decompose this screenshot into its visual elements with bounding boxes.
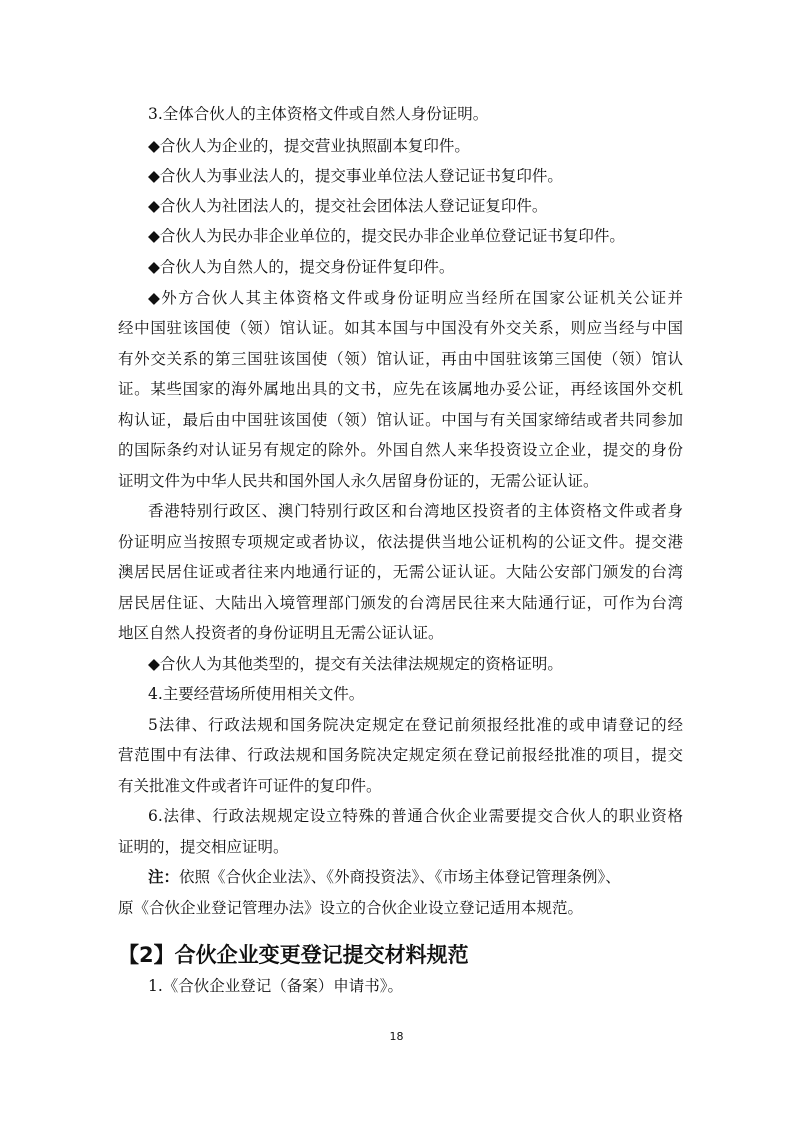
- hk-macau-tw-para-line-2: 份证明应当按照专项规定或者协议，依法提供当地公证机构的公证文件。提交港: [118, 533, 683, 551]
- foreign-partner-para-line-3: 有外交关系的第三国驻该国使（领）馆认证，再由中国驻该第三国使（领）馆认: [118, 350, 683, 368]
- bullet-other-type: ◆合伙人为其他类型的，提交有关法律法规规定的资格证明。: [148, 655, 563, 673]
- item-6-line-1: 6.法律、行政法规规定设立特殊的普通合伙企业需要提交合伙人的职业资格: [148, 807, 683, 825]
- bullet-institution: ◆合伙人为事业法人的，提交事业单位法人登记证书复印件。: [148, 167, 563, 185]
- foreign-partner-para-line-2: 经中国驻该国使（领）馆认证。如其本国与中国没有外交关系，则应当经与中国: [118, 319, 683, 337]
- item-6-line-2: 证明的，提交相应证明。: [118, 838, 289, 856]
- foreign-partner-para-line-7: 证明文件为中华人民共和国外国人永久居留身份证的，无需公证认证。: [118, 472, 599, 490]
- section-2-item-1: 1.《合伙企业登记（备案）申请书》。: [148, 977, 404, 995]
- note-text: 依照《合伙企业法》、《外商投资法》、《市场主体登记管理条例》、: [179, 868, 621, 886]
- hk-macau-tw-para-line-1: 香港特别行政区、澳门特别行政区和台湾地区投资者的主体资格文件或者身: [148, 502, 683, 520]
- item-5-line-1: 5法律、行政法规和国务院决定规定在登记前须报经批准的或申请登记的经: [148, 716, 683, 734]
- item-3: 3.全体合伙人的主体资格文件或自然人身份证明。: [148, 105, 489, 123]
- hk-macau-tw-para-line-5: 地区自然人投资者的身份证明且无需公证认证。: [118, 624, 444, 642]
- bullet-private-nonenterprise: ◆合伙人为民办非企业单位的，提交民办非企业单位登记证书复印件。: [148, 227, 625, 245]
- section-heading: 【2】合伙企业变更登记提交材料规范: [118, 943, 469, 967]
- hk-macau-tw-para-line-4: 居民居住证、大陆出入境管理部门颁发的台湾居民往来大陆通行证，可作为台湾: [118, 594, 683, 612]
- foreign-partner-para-line-6: 的国际条约对认证另有规定的除外。外国自然人来华投资设立企业，提交的身份: [118, 441, 683, 459]
- note-line-2: 原《合伙企业登记管理办法》设立的合伙企业设立登记适用本规范。: [118, 899, 584, 917]
- foreign-partner-para-line-1: ◆外方合伙人其主体资格文件或身份证明应当经所在国家公证机关公证并: [148, 289, 683, 307]
- bullet-social-org: ◆合伙人为社团法人的，提交社会团体法人登记证复印件。: [148, 197, 548, 215]
- bullet-natural-person: ◆合伙人为自然人的，提交身份证件复印件。: [148, 258, 455, 276]
- item-4: 4.主要经营场所使用相关文件。: [148, 685, 365, 703]
- page-number: 18: [389, 1030, 404, 1043]
- foreign-partner-para-line-5: 构认证，最后由中国驻该国使（领）馆认证。中国与有关国家缔结或者共同参加: [118, 411, 683, 429]
- hk-macau-tw-para-line-3: 澳居民居住证或者往来内地通行证的，无需公证认证。大陆公安部门颁发的台湾: [118, 563, 683, 581]
- foreign-partner-para-line-4: 证。某些国家的海外属地出具的文书，应先在该属地办妥公证，再经该国外交机: [118, 380, 683, 398]
- note-label: 注：: [148, 867, 180, 886]
- item-5-line-3: 有关批准文件或者许可证件的复印件。: [118, 777, 382, 795]
- item-5-line-2: 营范围中有法律、行政法规和国务院决定规定须在登记前报经批准的项目，提交: [118, 746, 683, 764]
- note-line-1: [148, 867, 621, 887]
- bullet-enterprise: ◆合伙人为企业的，提交营业执照副本复印件。: [148, 137, 470, 155]
